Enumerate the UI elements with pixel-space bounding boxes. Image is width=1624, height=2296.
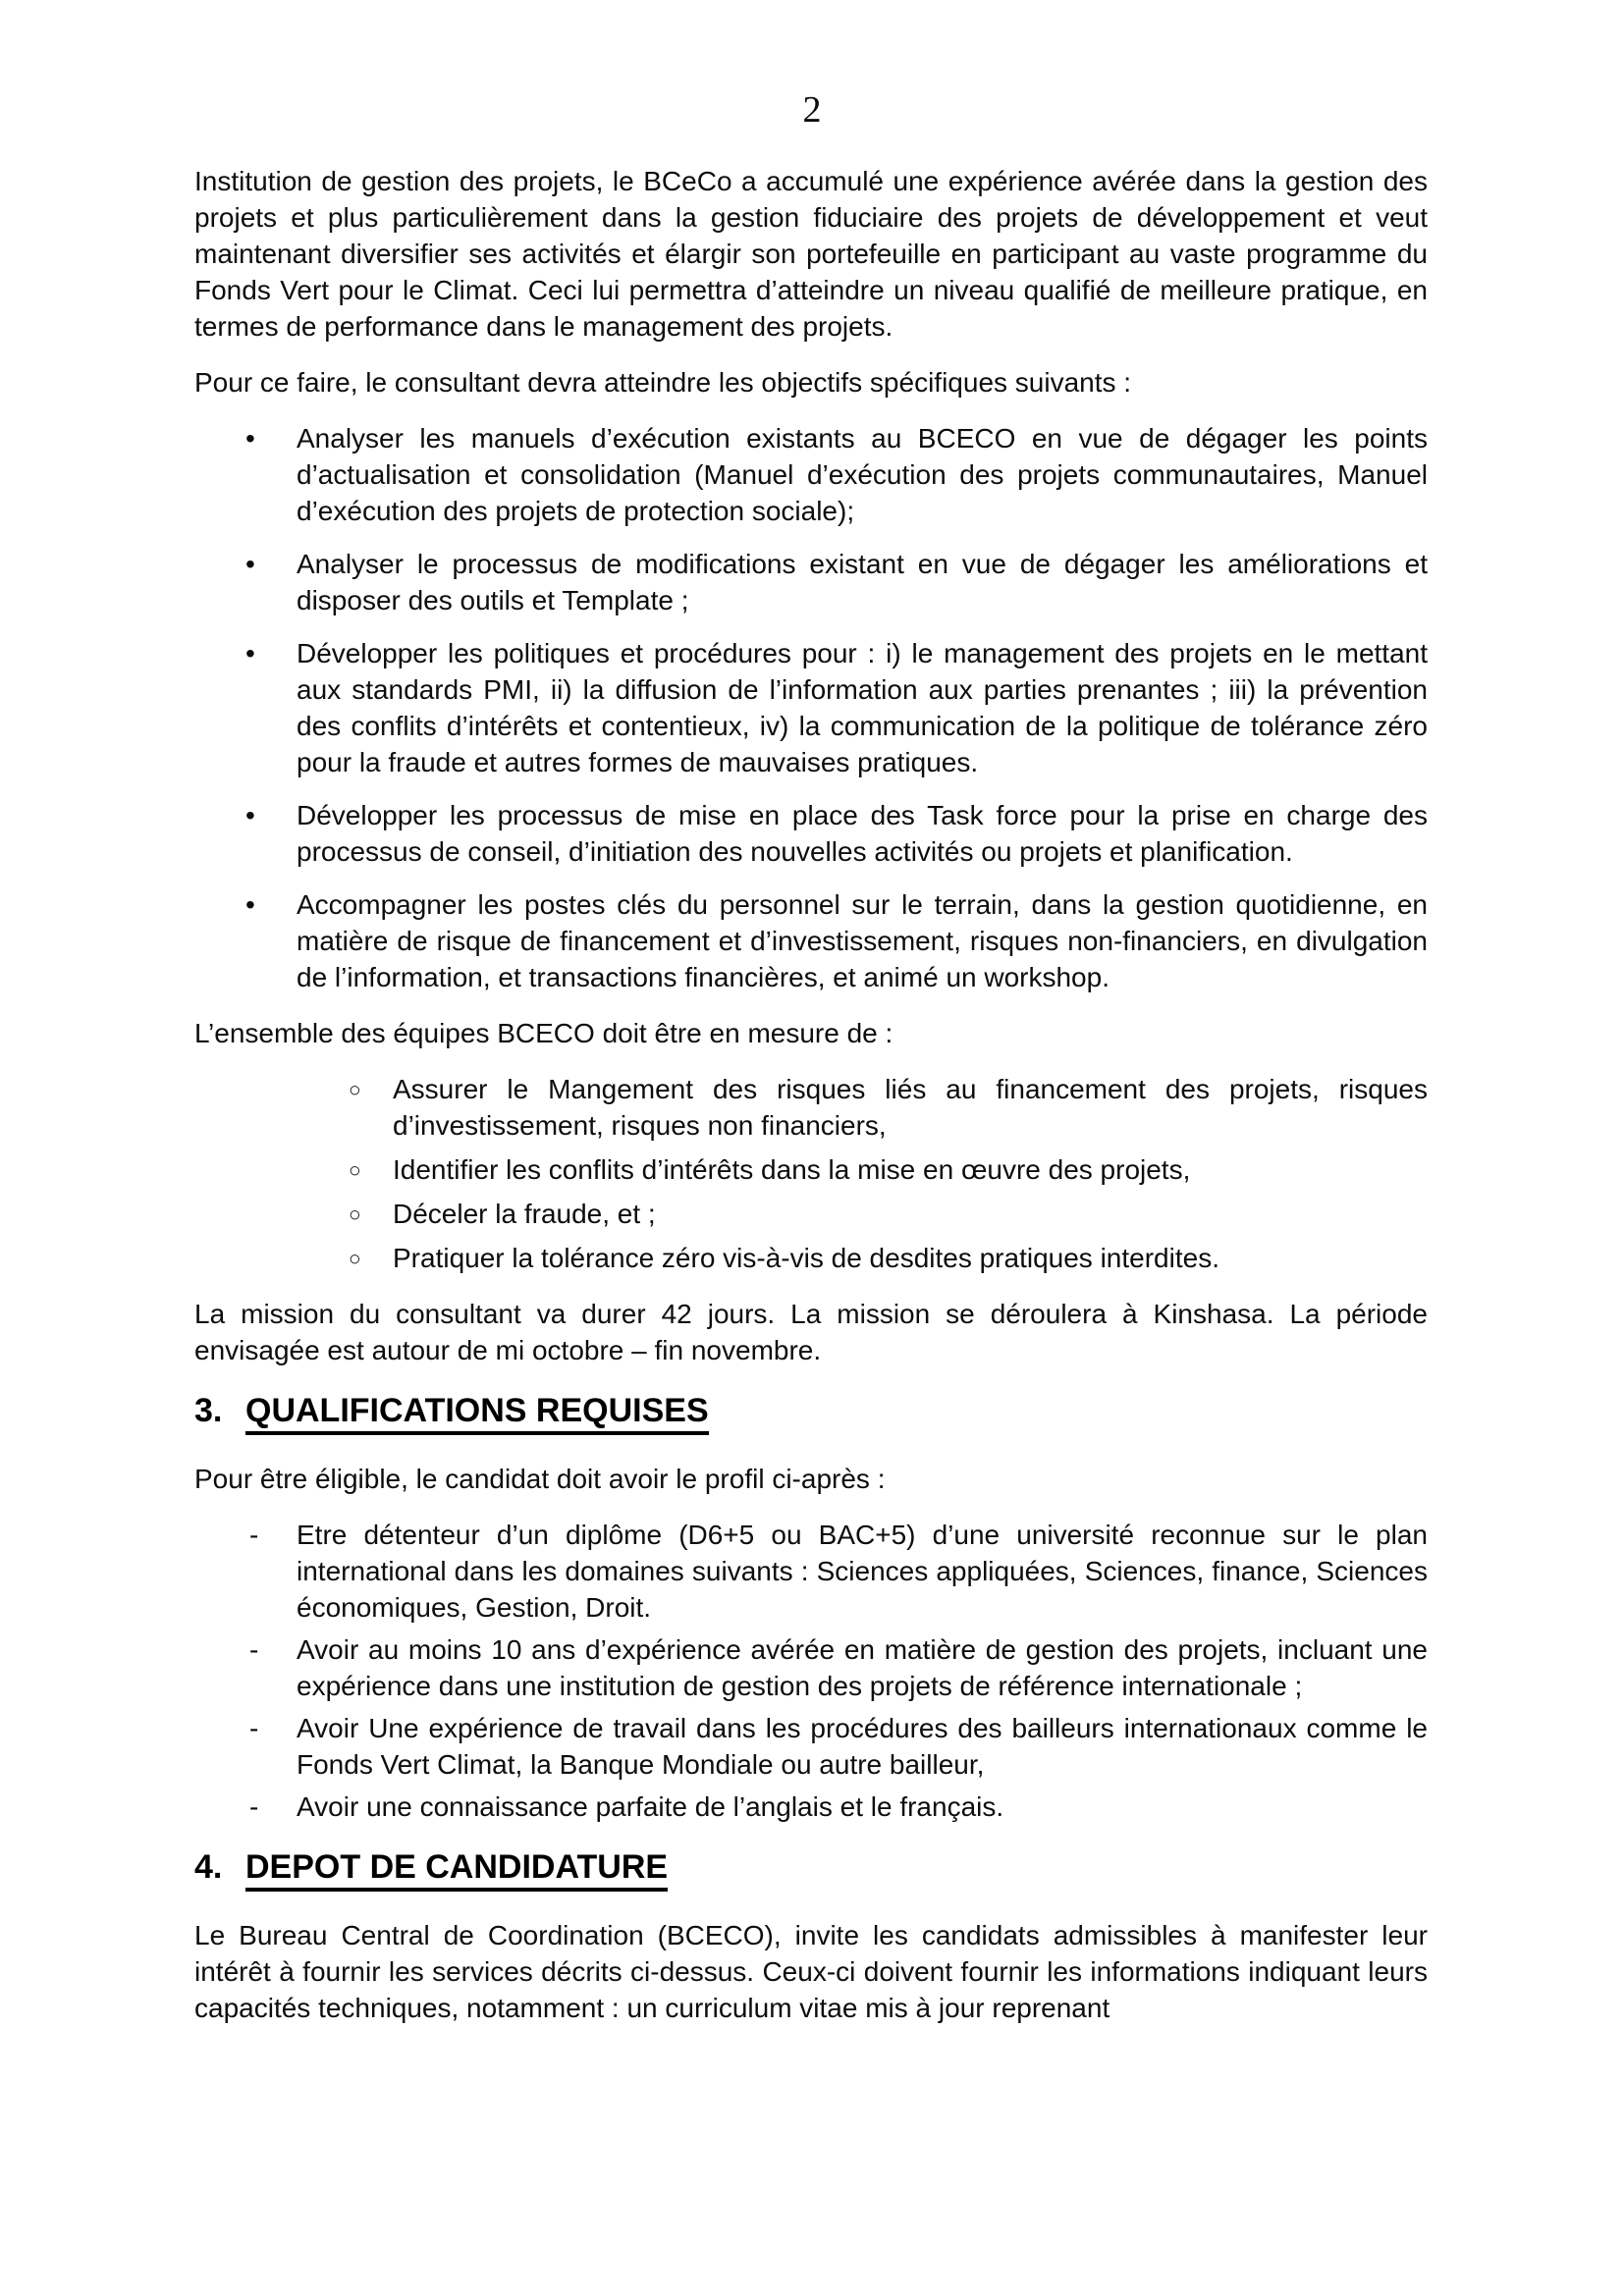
circle-bullet-icon: ○: [349, 1079, 361, 1101]
list-item: [194, 1240, 1428, 1276]
qualifications-list: [194, 1517, 1428, 1825]
objective-text: Analyser les manuels d’exécution existants au BCECO en vue de dégager les points d’actualisation et consolidation (Manuel d’exécution des projets communautaires, Manuel d’exécution des projets de protection sociale);: [297, 423, 1428, 526]
list-item: [194, 797, 1428, 870]
dash-bullet-icon: -: [249, 1520, 259, 1550]
objective-text: Développer les processus de mise en place des Task force pour la prise en charge des processus de conseil, d’initiation des nouvelles activités ou projets et planification.: [297, 800, 1428, 867]
team-capabilities-list: [194, 1071, 1428, 1276]
list-item: [194, 1151, 1428, 1188]
bullet-icon: •: [245, 889, 255, 920]
section-number: 4.: [194, 1848, 223, 1886]
document-content: [194, 163, 1428, 2046]
section-title: QUALIFICATIONS REQUISES: [245, 1392, 709, 1435]
objective-text: Développer les politiques et procédures pour : i) le management des projets en le mettant aux standards PMI, ii) la diffusion de l’information aux parties prenantes ; iii) la prévention des conflits d’intérêts et contentieux, iv) la communication de la politique de tolérance zéro pour la fraude et autres formes de mauvaises pratiques.: [297, 638, 1428, 777]
capability-text: Identifier les conflits d’intérêts dans la mise en œuvre des projets,: [393, 1154, 1191, 1185]
list-item: [194, 1196, 1428, 1232]
list-item: [194, 1071, 1428, 1144]
eligibility-lead-paragraph: Pour être éligible, le candidat doit avoir le profil ci-après :: [194, 1464, 886, 1494]
bullet-icon: •: [245, 800, 255, 830]
capability-text: Assurer le Mangement des risques liés au financement des projets, risques d’investissement, risques non financiers,: [393, 1074, 1428, 1141]
qualification-text: Avoir une connaissance parfaite de l’anglais et le français.: [297, 1791, 1004, 1822]
depot-paragraph: Le Bureau Central de Coordination (BCECO), invite les candidats admissibles à manifester leur intérêt à fournir les services décrits ci-dessus. Ceux-ci doivent fournir les informations indiquant leurs capacités techniques, notamment : un curriculum vitae mis à jour reprenant: [194, 1920, 1428, 2023]
qualification-text: Avoir Une expérience de travail dans les procédures des bailleurs internationaux comme le Fonds Vert Climat, la Banque Mondiale ou autre bailleur,: [297, 1713, 1428, 1780]
circle-bullet-icon: ○: [349, 1159, 361, 1182]
mission-paragraph: La mission du consultant va durer 42 jours. La mission se déroulera à Kinshasa. La période envisagée est autour de mi octobre – fin novembre.: [194, 1299, 1428, 1365]
section-heading-qualifications: [194, 1388, 1428, 1433]
capability-text: Déceler la fraude, et ;: [393, 1199, 656, 1229]
list-item: [194, 546, 1428, 618]
list-item: [194, 1517, 1428, 1626]
teams-lead-paragraph: L’ensemble des équipes BCECO doit être en mesure de :: [194, 1018, 893, 1048]
section-heading-depot: [194, 1844, 1428, 1890]
page-number: 2: [802, 89, 822, 131]
capability-text: Pratiquer la tolérance zéro vis-à-vis de desdites pratiques interdites.: [393, 1243, 1219, 1273]
intro-paragraph: Institution de gestion des projets, le BCeCo a accumulé une expérience avérée dans la gestion des projets et plus particulièrement dans la gestion fiduciaire des projets de développement et veut maintenant diversifier ses activités et élargir son portefeuille en participant au vaste programme du Fonds Vert pour le Climat. Ceci lui permettra d’atteindre un niveau qualifié de meilleure pratique, en termes de performance dans le management des projets.: [194, 166, 1428, 342]
bullet-icon: •: [245, 423, 255, 454]
list-item: [194, 1710, 1428, 1783]
objectives-list: [194, 420, 1428, 995]
qualification-text: Avoir au moins 10 ans d’expérience avérée en matière de gestion des projets, incluant une expérience dans une institution de gestion des projets de référence internationale ;: [297, 1634, 1428, 1701]
list-item: [194, 420, 1428, 529]
list-item: [194, 1631, 1428, 1704]
dash-bullet-icon: -: [249, 1791, 259, 1822]
objective-text: Analyser le processus de modifications existant en vue de dégager les améliorations et disposer des outils et Template ;: [297, 549, 1428, 615]
list-item: [194, 1789, 1428, 1825]
circle-bullet-icon: ○: [349, 1248, 361, 1270]
list-item: [194, 635, 1428, 780]
qualification-text: Etre détenteur d’un diplôme (D6+5 ou BAC+5) d’une université reconnue sur le plan international dans les domaines suivants : Sciences appliquées, Sciences, finance, Sciences économiques, Gestion, Droit.: [297, 1520, 1428, 1623]
dash-bullet-icon: -: [249, 1634, 259, 1665]
list-item: [194, 886, 1428, 995]
dash-bullet-icon: -: [249, 1713, 259, 1743]
objective-text: Accompagner les postes clés du personnel sur le terrain, dans la gestion quotidienne, en matière de risque de financement et d’investissement, risques non-financiers, en divulgation de l’information, et transactions financières, et animé un workshop.: [297, 889, 1428, 992]
objectives-lead-paragraph: Pour ce faire, le consultant devra atteindre les objectifs spécifiques suivants :: [194, 367, 1132, 398]
section-title: DEPOT DE CANDIDATURE: [245, 1848, 668, 1892]
bullet-icon: •: [245, 549, 255, 579]
section-number: 3.: [194, 1392, 223, 1429]
bullet-icon: •: [245, 638, 255, 668]
circle-bullet-icon: ○: [349, 1203, 361, 1226]
